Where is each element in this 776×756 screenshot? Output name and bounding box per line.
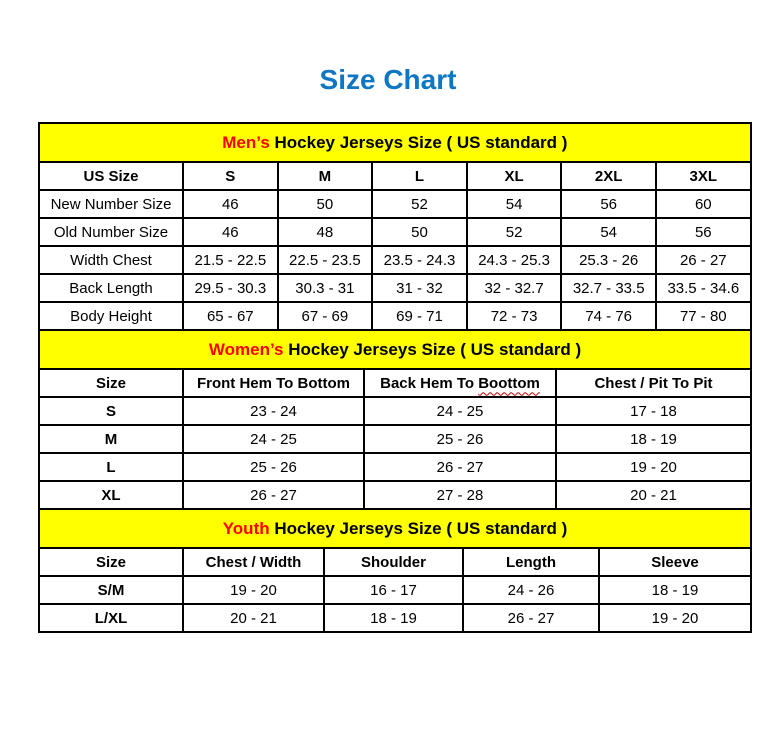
table-row <box>39 576 751 604</box>
size-cell: 67 - 69 <box>278 302 373 330</box>
size-cell: 24 - 25 <box>183 425 364 453</box>
col-header: S <box>183 162 278 190</box>
mens-banner-cell <box>39 123 751 162</box>
row-label: Back Length <box>39 274 183 302</box>
size-cell: 46 <box>183 218 278 246</box>
womens-banner-cell <box>39 330 751 369</box>
table-row <box>39 453 751 481</box>
womens-banner-highlight: Women’s <box>208 339 284 359</box>
size-cell: 25 - 26 <box>364 425 556 453</box>
size-cell: 48 <box>278 218 373 246</box>
size-cell: 25 - 26 <box>183 453 364 481</box>
size-cell: 54 <box>561 218 656 246</box>
size-cell: 74 - 76 <box>561 302 656 330</box>
size-cell: 25.3 - 26 <box>561 246 656 274</box>
youth-section-banner <box>39 509 751 548</box>
size-cell: 26 - 27 <box>463 604 599 632</box>
col-header: L <box>372 162 467 190</box>
row-label: Width Chest <box>39 246 183 274</box>
size-cell: 56 <box>656 218 751 246</box>
mens-banner-rest: Hockey Jerseys Size ( US standard ) <box>269 132 568 152</box>
size-cell: 69 - 71 <box>372 302 467 330</box>
table-row <box>39 246 751 274</box>
size-cell: 24 - 25 <box>364 397 556 425</box>
col-header-misspelled <box>364 369 556 397</box>
table-row <box>39 397 751 425</box>
mens-size-table <box>38 122 752 331</box>
col-header: Chest / Width <box>183 548 324 576</box>
size-cell: 19 - 20 <box>183 576 324 604</box>
womens-size-table <box>38 329 752 510</box>
row-label: M <box>39 425 183 453</box>
row-label: New Number Size <box>39 190 183 218</box>
size-cell: 46 <box>183 190 278 218</box>
youth-banner-cell <box>39 509 751 548</box>
col-header: XL <box>467 162 562 190</box>
col-header: Sleeve <box>599 548 751 576</box>
mens-header-row <box>39 162 751 190</box>
size-cell: 19 - 20 <box>599 604 751 632</box>
row-label: L/XL <box>39 604 183 632</box>
size-cell: 23.5 - 24.3 <box>372 246 467 274</box>
size-cell: 32.7 - 33.5 <box>561 274 656 302</box>
size-cell: 19 - 20 <box>556 453 751 481</box>
col-header: Chest / Pit To Pit <box>556 369 751 397</box>
size-cell: 50 <box>278 190 373 218</box>
col-header: Front Hem To Bottom <box>183 369 364 397</box>
row-label: L <box>39 453 183 481</box>
size-cell: 65 - 67 <box>183 302 278 330</box>
spellcheck-wavy-word: Boottom <box>478 374 540 392</box>
mens-banner-highlight: Men’s <box>222 132 270 152</box>
size-cell: 26 - 27 <box>364 453 556 481</box>
size-cell: 27 - 28 <box>364 481 556 509</box>
table-row <box>39 481 751 509</box>
col-header: Size <box>39 369 183 397</box>
size-cell: 30.3 - 31 <box>278 274 373 302</box>
col-header: Shoulder <box>324 548 463 576</box>
table-row <box>39 190 751 218</box>
size-cell: 50 <box>372 218 467 246</box>
size-cell: 23 - 24 <box>183 397 364 425</box>
table-row <box>39 604 751 632</box>
size-cell: 60 <box>656 190 751 218</box>
col-header: 3XL <box>656 162 751 190</box>
size-cell: 31 - 32 <box>372 274 467 302</box>
col-header: 2XL <box>561 162 656 190</box>
size-cell: 26 - 27 <box>183 481 364 509</box>
table-row <box>39 425 751 453</box>
row-label: XL <box>39 481 183 509</box>
size-cell: 20 - 21 <box>183 604 324 632</box>
row-label: S/M <box>39 576 183 604</box>
womens-header-row <box>39 369 751 397</box>
youth-banner-rest: Hockey Jerseys Size ( US standard ) <box>269 518 568 538</box>
youth-header-row <box>39 548 751 576</box>
size-cell: 18 - 19 <box>599 576 751 604</box>
youth-size-table <box>38 508 752 633</box>
size-cell: 24 - 26 <box>463 576 599 604</box>
size-cell: 32 - 32.7 <box>467 274 562 302</box>
size-cell: 17 - 18 <box>556 397 751 425</box>
size-cell: 18 - 19 <box>556 425 751 453</box>
size-cell: 33.5 - 34.6 <box>656 274 751 302</box>
size-cell: 77 - 80 <box>656 302 751 330</box>
womens-section-banner <box>39 330 751 369</box>
col-header: US Size <box>39 162 183 190</box>
col-header-prefix: Back Hem To <box>380 374 479 392</box>
size-cell: 72 - 73 <box>467 302 562 330</box>
table-row <box>39 218 751 246</box>
size-cell: 56 <box>561 190 656 218</box>
size-cell: 52 <box>372 190 467 218</box>
size-cell: 20 - 21 <box>556 481 751 509</box>
size-cell: 22.5 - 23.5 <box>278 246 373 274</box>
size-cell: 21.5 - 22.5 <box>183 246 278 274</box>
size-cell: 24.3 - 25.3 <box>467 246 562 274</box>
table-row <box>39 302 751 330</box>
row-label: Body Height <box>39 302 183 330</box>
size-chart-container <box>38 122 750 633</box>
youth-banner-highlight: Youth <box>222 518 270 538</box>
page-title: Size Chart <box>319 64 457 95</box>
col-header: M <box>278 162 373 190</box>
size-cell: 16 - 17 <box>324 576 463 604</box>
row-label: Old Number Size <box>39 218 183 246</box>
size-cell: 29.5 - 30.3 <box>183 274 278 302</box>
womens-banner-rest: Hockey Jerseys Size ( US standard ) <box>283 339 582 359</box>
size-cell: 18 - 19 <box>324 604 463 632</box>
mens-section-banner <box>39 123 751 162</box>
size-cell: 52 <box>467 218 562 246</box>
size-cell: 26 - 27 <box>656 246 751 274</box>
row-label: S <box>39 397 183 425</box>
size-cell: 54 <box>467 190 562 218</box>
table-row <box>39 274 751 302</box>
col-header: Size <box>39 548 183 576</box>
col-header: Length <box>463 548 599 576</box>
